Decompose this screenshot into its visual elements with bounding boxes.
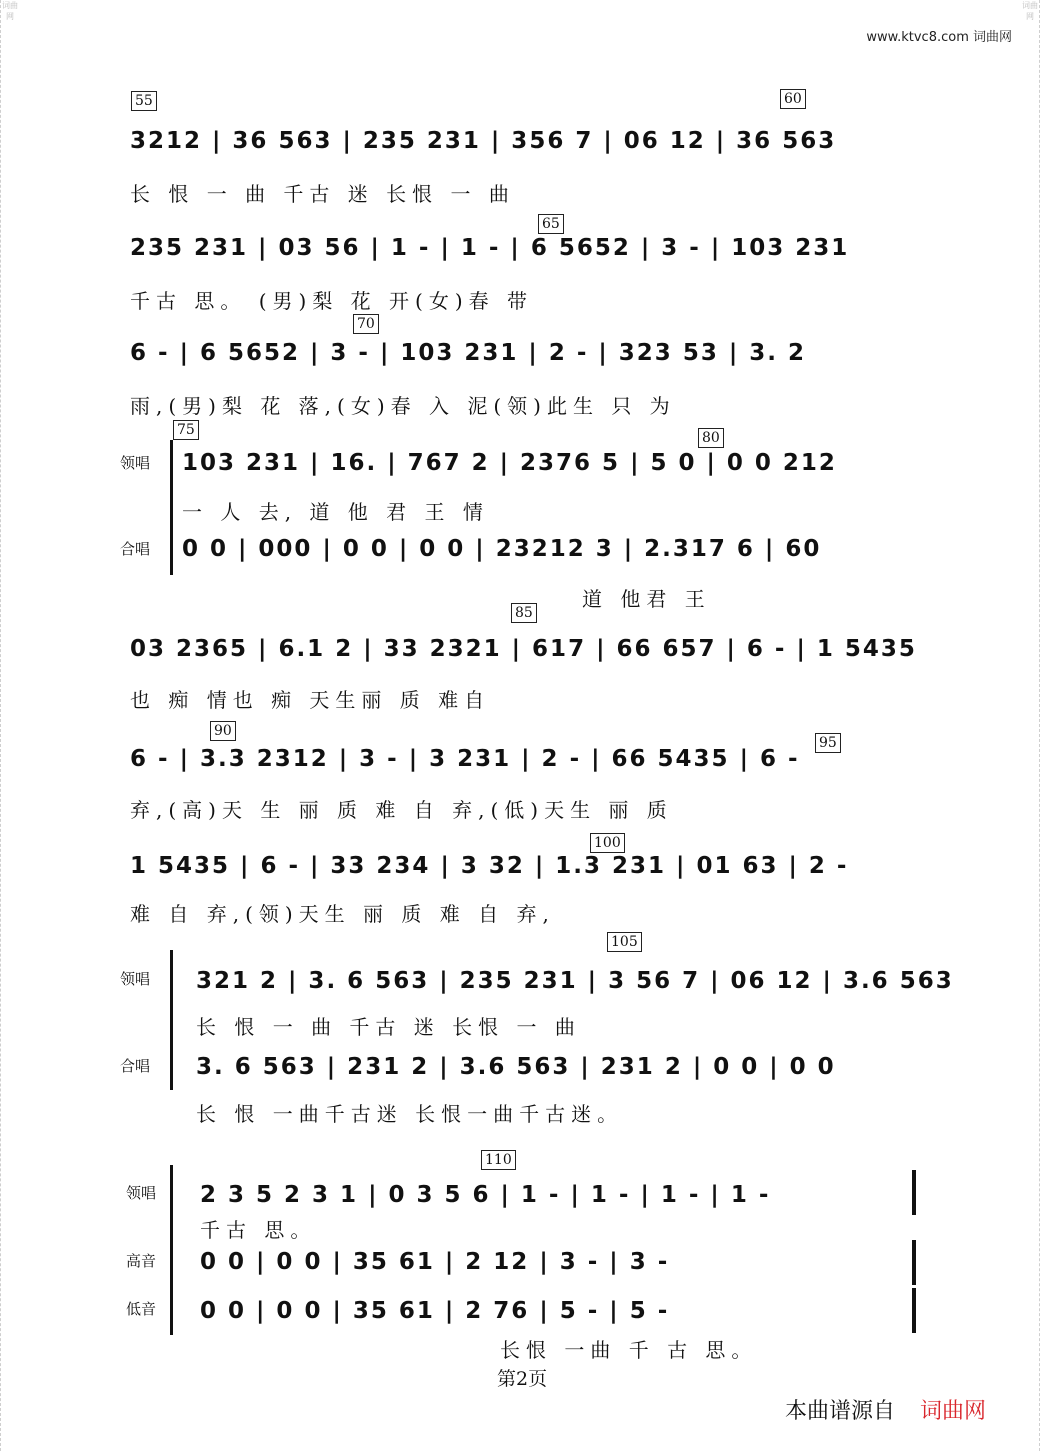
measure-number: 70 [353,314,379,334]
notation-line: 235 231 | 03 56 | 1 - | 1 - | 6 5652 | 3 - | 103 231 [130,235,850,261]
voice-label-lead: 领唱 [120,454,151,472]
measure-number: 80 [698,428,724,448]
lyric-line: 难 自 弃,(领)天生 丽 质 难 自 弃, [130,902,555,926]
lead-lyric-line: 千古 思。 [200,1218,317,1242]
voice-label-alto: 低音 [126,1300,157,1318]
notation-line: 1 5435 | 6 - | 33 234 | 3 32 | 1.3 231 | 01 63 | 2 - [130,853,849,879]
system-brace [170,440,173,575]
lead-notation-line: 321 2 | 3. 6 563 | 235 231 | 3 56 7 | 06 12 | 3.6 563 [196,968,954,994]
left-watermark-strip: 词曲网 [0,0,19,1451]
notation-line: 3212 | 36 563 | 235 231 | 356 7 | 06 12 | 36 563 [130,128,837,154]
right-watermark-strip: 词曲网 [1021,0,1040,1451]
voice-label-chorus: 合唱 [120,540,151,558]
measure-number: 85 [511,603,537,623]
lyric-line: 弃,(高)天 生 丽 质 难 自 弃,(低)天生 丽 质 [130,798,673,822]
lead-notation-line: 2 3 5 2 3 1 | 0 3 5 6 | 1 - | 1 - | 1 - | 1 - [200,1182,771,1208]
lyric-line: 长 恨 一 曲 千古 迷 长恨 一 曲 [130,182,515,206]
final-barline [912,1288,916,1333]
lead-lyric-line: 一 人 去, 道 他 君 王 情 [182,500,489,524]
measure-number: 60 [780,89,806,109]
voice-label-lead: 领唱 [120,970,151,988]
measure-number: 100 [590,833,625,853]
measure-number: 110 [481,1150,516,1170]
lyric-line: 也 痴 情也 痴 天生丽 质 难自 [130,688,491,712]
chorus-lyric-line: 长 恨 一曲千古迷 长恨一曲千古迷。 [196,1102,624,1126]
footer-brand-link[interactable]: 词曲网 [920,1399,987,1424]
chorus-notation-line: 3. 6 563 | 231 2 | 3.6 563 | 231 2 | 0 0 | 0 0 [196,1054,836,1080]
measure-number: 95 [815,733,841,753]
measure-number: 55 [131,91,157,111]
measure-number: 105 [607,932,642,952]
final-barline [912,1170,916,1215]
chorus-notation-line: 0 0 | 000 | 0 0 | 0 0 | 23212 3 | 2.317 6 | 60 [182,536,822,562]
bottom-lyric-line: 长恨 一曲 千 古 思。 [500,1338,758,1362]
footer-credit [785,1394,986,1425]
measure-number: 65 [538,214,564,234]
notation-line: 6 - | 3.3 2312 | 3 - | 3 231 | 2 - | 66 5435 | 6 - [130,746,800,772]
source-url[interactable]: www.ktvc8.com 词曲网 [866,30,1012,45]
alto-notation-line: 0 0 | 0 0 | 35 61 | 2 76 | 5 - | 5 - [200,1298,670,1324]
lyric-line: 雨,(男)梨 花 落,(女)春 入 泥(领)此生 只 为 [130,394,676,418]
voice-label-soprano: 高音 [126,1252,157,1270]
system-brace [170,950,173,1090]
lyric-line: 千古 思。 (男)梨 花 开(女)春 带 [130,289,533,313]
voice-label-chorus: 合唱 [120,1057,151,1075]
soprano-notation-line: 0 0 | 0 0 | 35 61 | 2 12 | 3 - | 3 - [200,1249,670,1275]
notation-line: 6 - | 6 5652 | 3 - | 103 231 | 2 - | 323 53 | 3. 2 [130,340,806,366]
lead-notation-line: 103 231 | 16. | 767 2 | 2376 5 | 5 0 | 0 0 212 [182,450,837,476]
page-number: 第2页 [497,1368,548,1390]
voice-label-lead: 领唱 [126,1184,157,1202]
footer-prefix: 本曲谱源自 [785,1399,896,1424]
final-barline [912,1240,916,1285]
notation-line: 03 2365 | 6.1 2 | 33 2321 | 617 | 66 657 | 6 - | 1 5435 [130,636,917,662]
measure-number: 90 [210,721,236,741]
system-brace [170,1165,173,1335]
chorus-lyric-line: 道 他君 王 [582,587,711,611]
lead-lyric-line: 长 恨 一 曲 千古 迷 长恨 一 曲 [196,1015,581,1039]
measure-number: 75 [173,420,199,440]
